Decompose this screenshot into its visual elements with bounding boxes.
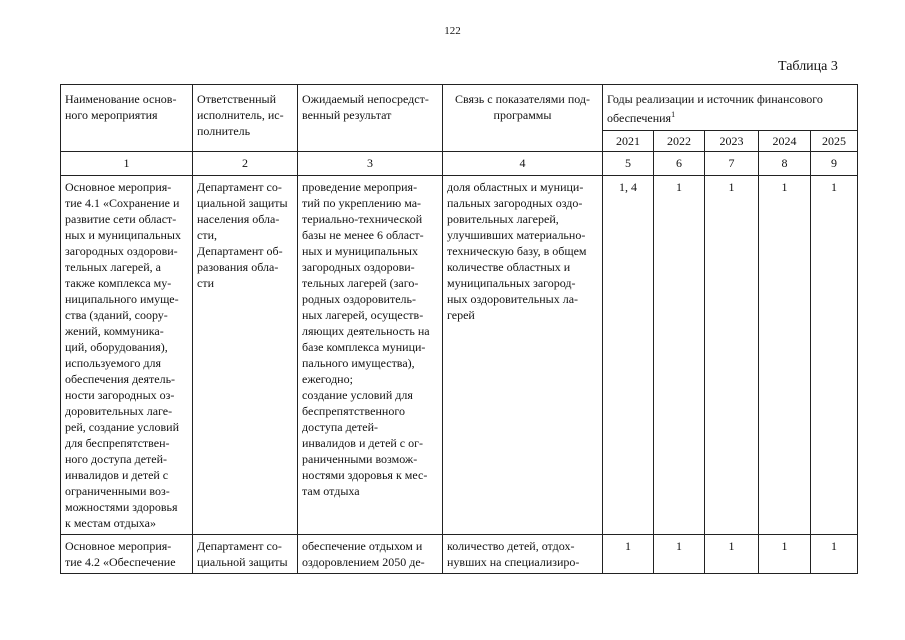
- header-activity-name: Наименование основ- ного мероприятия: [61, 85, 193, 152]
- year-value: 1: [705, 535, 759, 574]
- column-number: 1: [61, 152, 193, 176]
- activity-executor: Департамент со- циальной защиты: [193, 535, 298, 574]
- activity-indicator: доля областных и муници- пальных загородных оздо- ровительных лагерей, улучшивших материально- техническую базу, в общем количестве областных и муниципальных загород- ных оздоровительных ла- герей: [443, 176, 603, 535]
- activity-name: Основное мероприя- тие 4.2 «Обеспечение: [61, 535, 193, 574]
- year-value: 1: [811, 535, 858, 574]
- year-value: 1: [654, 535, 705, 574]
- year-value: 1, 4: [603, 176, 654, 535]
- column-number: 4: [443, 152, 603, 176]
- column-number: 6: [654, 152, 705, 176]
- column-number: 9: [811, 152, 858, 176]
- column-number: 5: [603, 152, 654, 176]
- year-header: 2025: [811, 131, 858, 152]
- year-header: 2024: [759, 131, 811, 152]
- header-indicators: Связь с показателями под- программы: [443, 85, 603, 152]
- page-number: 122: [444, 25, 461, 37]
- column-numbers-row: [61, 152, 858, 176]
- year-header: 2022: [654, 131, 705, 152]
- year-value: 1: [759, 535, 811, 574]
- column-number: 8: [759, 152, 811, 176]
- footnote-marker: 1: [671, 110, 676, 119]
- header-expected-result: Ожидаемый непосредст- венный результат: [298, 85, 443, 152]
- year-value: 1: [811, 176, 858, 535]
- activities-table: [60, 84, 858, 574]
- year-header: 2023: [705, 131, 759, 152]
- activity-name: Основное мероприя- тие 4.1 «Сохранение и развитие сети област- ных и муниципальных загородных оздорови- тельных лагерей, а также комплекса му- ниципального имуще- ства (зданий, соору- жений, коммуника- ций, оборудования), используемого для обеспечения деятель- ности загородных оз- доровительных лаге- рей, создание условий для беспрепятствен- ного доступа детей- инвалидов и детей с ограниченными воз- можностями здоровья к местам отдыха»: [61, 176, 193, 535]
- column-number: 3: [298, 152, 443, 176]
- column-number: 7: [705, 152, 759, 176]
- header-row: [61, 85, 858, 131]
- header-years-group: Годы реализации и источник финансового обеспечения$^1$: [603, 85, 858, 131]
- year-value: 1: [603, 535, 654, 574]
- table-row: [61, 176, 858, 535]
- activity-executor: Департамент со- циальной защиты населения обла- сти, Департамент об- разования обла- сти: [193, 176, 298, 535]
- activity-result: проведение мероприя- тий по укреплению ма- териально-технической базы не менее 6 област- ных и муниципальных загородных оздорови- тельных лагерей (заго- родных оздоровитель- ных лагерей, осуществ- ляющих деятельность на базе комплекса муници- пального имущества), ежегодно; создание условий для беспрепятственного доступа детей- инвалидов и детей с ог- раниченными возмож- ностями здоровья к мес- там отдыха: [298, 176, 443, 535]
- year-value: 1: [759, 176, 811, 535]
- activity-indicator: количество детей, отдох- нувших на специализиро-: [443, 535, 603, 574]
- table-row: [61, 535, 858, 574]
- year-header: 2021: [603, 131, 654, 152]
- header-executor: Ответственный исполнитель, ис- полнитель: [193, 85, 298, 152]
- activity-result: обеспечение отдыхом и оздоровлением 2050 де-: [298, 535, 443, 574]
- column-number: 2: [193, 152, 298, 176]
- year-value: 1: [654, 176, 705, 535]
- year-value: 1: [705, 176, 759, 535]
- table-caption: Таблица 3: [778, 59, 838, 74]
